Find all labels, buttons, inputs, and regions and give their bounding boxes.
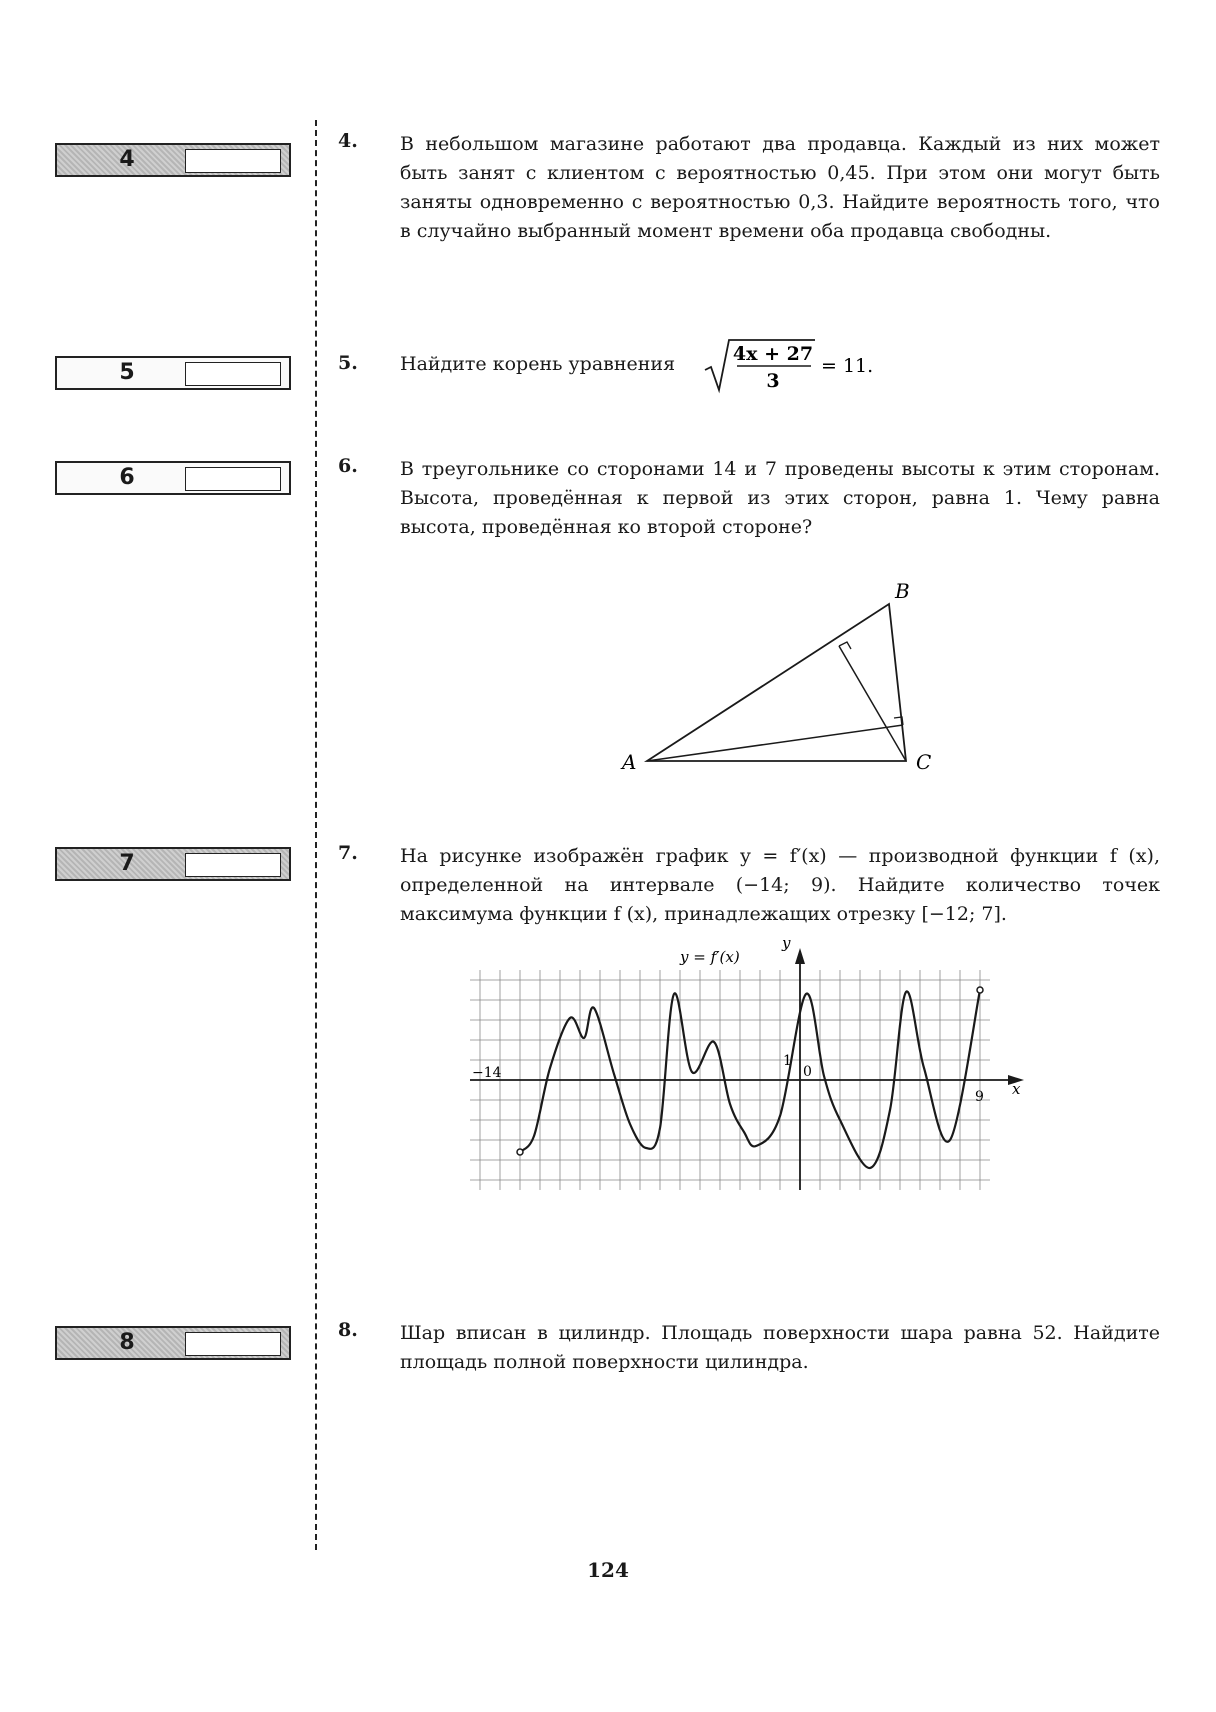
answer-field-6[interactable] bbox=[185, 467, 281, 491]
derivative-curve bbox=[520, 990, 980, 1168]
y-axis-label: y bbox=[782, 934, 791, 952]
sqrt-fraction bbox=[705, 338, 874, 394]
tick-label-left: −14 bbox=[472, 1065, 502, 1081]
cut-line bbox=[315, 120, 317, 1550]
answer-box-number: 8 bbox=[119, 1330, 135, 1355]
open-endpoint-right bbox=[977, 987, 983, 993]
derivative-graph bbox=[470, 934, 1090, 1260]
problem-8-text: Шар вписан в цилиндр. Площадь поверхности шара равна 52. Найдите площадь полной поверхности цилиндра. bbox=[400, 1322, 1160, 1373]
page-number: 124 bbox=[587, 1558, 629, 1582]
open-endpoint-left bbox=[517, 1149, 523, 1155]
vertex-b-label: B bbox=[895, 579, 910, 603]
triangle-abc bbox=[647, 604, 906, 761]
answer-box-7 bbox=[55, 847, 291, 881]
problem-4-number: 4. bbox=[338, 130, 358, 152]
vertex-c-label: C bbox=[916, 750, 932, 774]
answer-box-number: 5 bbox=[119, 360, 135, 385]
problem-7-text: На рисунке изображён график y = f′(x) — производной функции f (x), определенной на интервале (−14; 9). Найдите количество точек максимума функции f (x), принадлежащих отрезку [−12; 7]. bbox=[400, 845, 1160, 925]
x-axis-label: x bbox=[1012, 1080, 1021, 1098]
problem-6-number: 6. bbox=[338, 455, 358, 477]
curve-label: y = f′(x) bbox=[680, 948, 740, 966]
problem-5-number: 5. bbox=[338, 352, 358, 374]
answer-field-5[interactable] bbox=[185, 362, 281, 386]
problem-5-text: Найдите корень уравнения bbox=[400, 353, 676, 375]
problem-4-text: В небольшом магазине работают два продавца. Каждый из них может быть занят с клиентом с вероятностью 0,45. При этом они могут быть заняты одновременно с вероятностью 0,3. Найдите вероятность того, что в случайно выбранный момент времени оба продавца свободны. bbox=[400, 133, 1160, 242]
tick-label-right: 9 bbox=[975, 1089, 984, 1105]
answer-box-6 bbox=[55, 461, 291, 495]
triangle-figure bbox=[600, 580, 960, 780]
answer-box-number: 6 bbox=[119, 465, 135, 490]
answer-box-4 bbox=[55, 143, 291, 177]
altitude-from-a bbox=[647, 725, 903, 761]
answer-box-number: 7 bbox=[119, 851, 135, 876]
problem-7-number: 7. bbox=[338, 842, 358, 864]
problem-6-text: В треугольнике со сторонами 14 и 7 проведены высоты к этим сторонам. Высота, проведённая к первой из этих сторон, равна 1. Чему равна высота, проведённая ко второй стороне? bbox=[400, 458, 1160, 538]
answer-field-8[interactable] bbox=[185, 1332, 281, 1356]
tick-label-one: 1 bbox=[783, 1053, 792, 1069]
answer-box-number: 4 bbox=[119, 147, 135, 172]
answer-box-5 bbox=[55, 356, 291, 390]
answer-field-4[interactable] bbox=[185, 149, 281, 173]
answer-field-7[interactable] bbox=[185, 853, 281, 877]
equation-rhs: = 11. bbox=[821, 355, 874, 377]
numerator: 4x + 27 bbox=[732, 343, 814, 365]
problem-8-number: 8. bbox=[338, 1319, 358, 1341]
answer-box-8 bbox=[55, 1326, 291, 1360]
vertex-a-label: A bbox=[622, 750, 637, 774]
tick-label-zero: 0 bbox=[803, 1064, 812, 1080]
denominator: 3 bbox=[766, 370, 780, 392]
y-axis-arrow bbox=[795, 948, 805, 964]
